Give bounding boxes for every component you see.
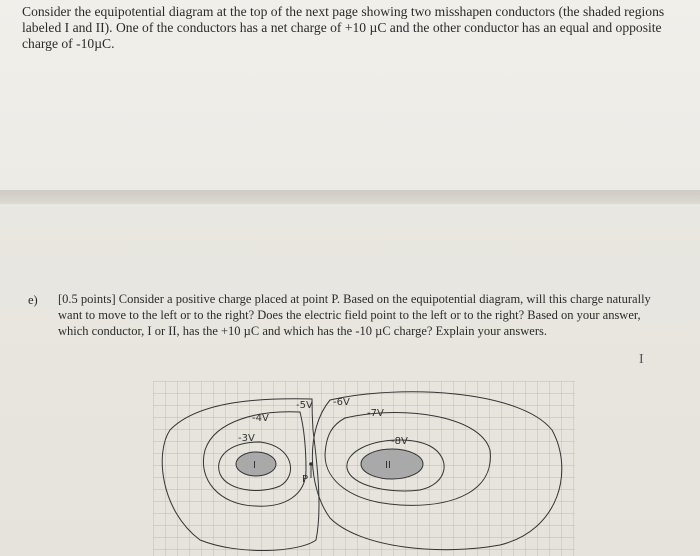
question-label: e) [28, 293, 38, 307]
text-cursor-icon: I [639, 352, 644, 367]
conductor-I-label: I [253, 460, 256, 471]
conductor-I [236, 452, 276, 476]
conductor-II [361, 449, 423, 479]
conductor-II-label: II [385, 460, 391, 471]
label-minus-3v: -3V [238, 433, 255, 444]
label-minus-7v: -7V [367, 408, 384, 419]
label-minus-5v: -5V [296, 400, 313, 411]
question-text: [0.5 points] Consider a positive charge placed at point P. Based on the equipotential diagram, will this charge naturally want to move to the left or to the right? Does the electric field point to the left or to the right? Based on your answer, which conductor, I or II, has the +10 µC and which has the -10 µC charge? Explain your answers. [58, 292, 651, 339]
point-p [309, 462, 313, 466]
intro-paragraph: Consider the equipotential diagram at the top of the next page showing two misshapen conductors (the shaded regions labeled I and II). One of the conductors has a net charge of +10 µC and the other conductor has an equal and opposite charge of -10µC. [22, 4, 665, 51]
label-minus-4v: -4V [252, 413, 269, 424]
point-p-label: P [302, 474, 309, 485]
label-minus-6v: -6V [333, 397, 350, 408]
label-minus-8v: -8V [391, 436, 408, 447]
